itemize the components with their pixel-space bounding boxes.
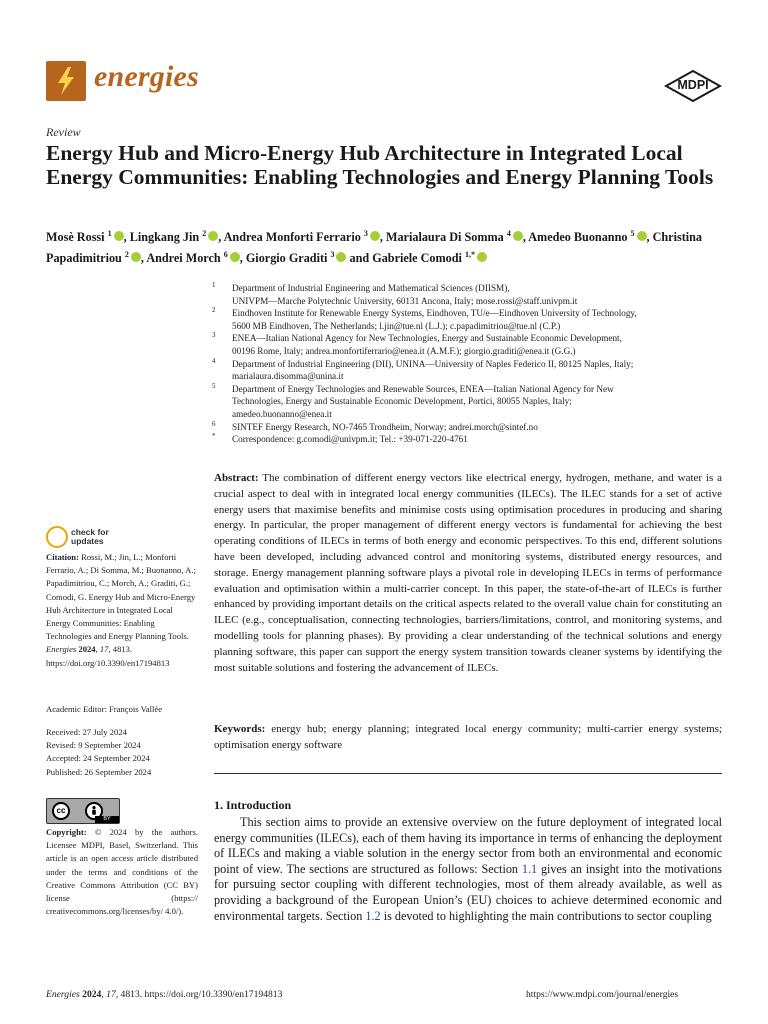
date-published: Published: 26 September 2024 bbox=[46, 766, 152, 777]
citation: Citation: Rossi, M.; Jin, L.; Monforti Ferrario, A.; Di Somma, M.; Buonanno, A.; Papadimitriou, C.; Morch, A.; Graditi, G.; Comodi, G. Energy Hub and Micro-Energy Hub Architecture in Integrated Local Energy Communities: Enabling Technologies and Energy Planning Tools. Energies 2024, 17, 4813. https://doi.org/10.3390/en17194813 bbox=[46, 552, 196, 668]
affiliation-number: 3 bbox=[212, 331, 216, 340]
author-name: Amedeo Buonanno $^5$ bbox=[528, 230, 646, 244]
orcid-icon[interactable] bbox=[230, 252, 240, 262]
affiliation-number: 5 bbox=[212, 381, 216, 390]
intro-paragraph bbox=[214, 815, 722, 924]
footer-journal: Energies bbox=[46, 989, 80, 1000]
orcid-icon[interactable] bbox=[637, 231, 647, 241]
author-affiliation-mark: 2 bbox=[124, 250, 129, 260]
affiliation-number: 2 bbox=[212, 306, 216, 315]
affiliation-number: * bbox=[212, 432, 216, 441]
intro-text-1: This section aims to provide an extensive overview on the future deployment of integrated local energy communities (ILECs), each of them having its importance in terms of enhancing the deployment of ILECs and making a viable solution in the energy sector from both an environmental and economic point of view. The sections are structured as follows: Section bbox=[214, 815, 722, 876]
author-affiliation-mark: 2 bbox=[202, 229, 207, 238]
section-ref-link[interactable]: 1.2 bbox=[365, 908, 381, 923]
abstract bbox=[214, 471, 722, 676]
paper-title: Energy Hub and Micro-Energy Hub Architecture in Integrated Local Energy Communities: Enabling Technologies and Energy Planning Tools bbox=[46, 141, 714, 189]
author-list: Mosè Rossi $^1$ , Lingkang Jin $^2$ , Andrea Monforti Ferrario $^3$ , Marialaura Di Somma $^4$ , Amedeo Buonanno $^5$ , Christina Papadimitriou $^2$ , Andrei Morch $^6$ , Giorgio Graditi $^3$ and Gabriele Comodi $^{1,*}$ bbox=[46, 229, 703, 266]
affiliation-line: Department of Energy Technologies and Renewable Sources, ENEA—Italian National Agency for New bbox=[232, 383, 614, 394]
footer-year: 2024 bbox=[82, 989, 102, 1000]
affiliation-line: Correspondence: g.comodi@univpm.it; Tel.: +39-071-220-4761 bbox=[232, 434, 468, 445]
citation-text: Rossi, M.; Jin, L.; Monforti Ferrario, A.; Di Somma, M.; Buonanno, A.; Papadimitriou, C.; Morch, A.; Graditi, G.; Comodi, G. Energy Hub and Micro-Energy Hub Architecture in Integrated Local Energy Communities: Enabling Technologies and Energy Planning Tools. bbox=[46, 552, 196, 642]
orcid-icon[interactable] bbox=[513, 231, 523, 241]
citation-journal: Energies bbox=[46, 644, 77, 655]
affiliation-item bbox=[212, 383, 732, 421]
orcid-icon[interactable] bbox=[336, 252, 346, 262]
affiliation-line: Department of Industrial Engineering (DII), UNINA—University of Naples Federico II, 80125 Naples, Italy; bbox=[232, 358, 634, 369]
footer-volume: 17 bbox=[106, 989, 116, 1000]
check-updates-line2: updates bbox=[71, 536, 104, 546]
orcid-icon[interactable] bbox=[114, 231, 124, 241]
author-name: Lingkang Jin $^2$ bbox=[130, 230, 218, 244]
affiliation-item bbox=[212, 421, 732, 434]
date-accepted: Accepted: 24 September 2024 bbox=[46, 753, 150, 764]
check-updates-line1: check for bbox=[71, 527, 109, 537]
affiliation-line: marialaura.disomma@unina.it bbox=[232, 371, 344, 382]
citation-doi[interactable]: , 4813. https://doi.org/10.3390/en17194813 bbox=[46, 644, 170, 668]
date-received: Received: 27 July 2024 bbox=[46, 727, 127, 737]
author-name: Andrei Morch $^6$ bbox=[146, 251, 239, 265]
affiliation-line: Department of Industrial Engineering and Mathematical Sciences (DIISM), bbox=[232, 283, 510, 293]
affiliation-number: 1 bbox=[212, 281, 216, 289]
section-heading: 1. Introduction bbox=[214, 798, 292, 812]
intro-text-3: is devoted to highlighting the main contributions to sector coupling bbox=[380, 908, 712, 923]
affiliation-number: 4 bbox=[212, 356, 216, 365]
affiliation-line: amedeo.buonanno@enea.it bbox=[232, 408, 332, 419]
author-name: Christina Papadimitriou $^2$ bbox=[46, 230, 703, 266]
orcid-icon[interactable] bbox=[131, 252, 141, 262]
affiliation-line: UNIVPM—Marche Polytechnic University, 60131 Ancona, Italy; mose.rossi@staff.univpm.it bbox=[232, 295, 578, 306]
section-ref-link[interactable]: 1.1 bbox=[521, 861, 538, 876]
affiliation-item bbox=[212, 358, 732, 383]
article-dates bbox=[46, 726, 198, 779]
keywords-text: energy hub; energy planning; integrated local energy community; multi-carrier energy systems; optimisation energy software bbox=[214, 723, 723, 751]
affiliation-item bbox=[212, 307, 732, 332]
orcid-icon[interactable] bbox=[208, 231, 218, 241]
orcid-icon[interactable] bbox=[370, 231, 380, 241]
journal-name: energies bbox=[94, 60, 199, 93]
publisher-logo bbox=[664, 70, 722, 102]
keywords bbox=[214, 722, 722, 754]
footer-doi[interactable]: , 4813. https://doi.org/10.3390/en17194813 bbox=[115, 989, 283, 1000]
affiliation-line: Eindhoven Institute for Renewable Energy Systems, Eindhoven, TU/e—Eindhoven University of Technology, bbox=[232, 308, 637, 319]
abstract-text: The combination of different energy vectors like electrical energy, hydrogen, methane, and water is a crucial aspect to deal with in integrated local energy communities (ILECs). The ILEC stands for a set of active energy users that maximise benefits and minimise costs using optimisation procedures in producing and sharing energy. In particular, the proper management of different energy vectors is fundamental for achieving the best operating conditions of ILECs in terms of both energy and economic perspectives. To this end, different solutions have been developed, including advanced control and monitoring systems, distributed energy resources, and storage. Energy management planning software plays a pivotal role in developing ILECs in terms of performance evaluation and optimisation within a multi-carrier concept. In this paper, the state-of-the-art of ILECs is further enhanced by providing important details on the critical aspects related to the overall value chain for constituting an ILEC (e.g., conceptualisation, connecting technologies, barriers/limitations, control, and monitoring systems, and modelling tools for planning phases). By providing a clear understanding of the technical solutions and energy planning software, this paper can support the energy system transition towards cleaner systems by identifying the most suitable solutions and fostering the advancement of ILECs. bbox=[214, 472, 722, 674]
affiliation-line: ENEA—Italian National Agency for New Technologies, Energy and Sustainable Economic Development, bbox=[232, 333, 622, 344]
copyright-text: © 2024 by the authors. Licensee MDPI, Basel, Switzerland. This article is an open access article distributed under the terms and conditions of the Creative Commons Attribution (CC BY) license (https:// creativecommons.org/licenses/by/ 4.0/). bbox=[46, 827, 198, 917]
author-name: Mosè Rossi $^1$ bbox=[46, 230, 124, 244]
copyright-label: Copyright: bbox=[46, 827, 87, 837]
keywords-label: Keywords: bbox=[214, 723, 266, 735]
cc-by-label: BY bbox=[95, 816, 119, 823]
citation-label: Citation: bbox=[46, 552, 79, 562]
affiliation-item bbox=[212, 433, 732, 446]
citation-year: 2024 bbox=[78, 644, 96, 655]
affiliation-line: Technologies, Energy and Sustainable Economic Development, Portici, 80055 Naples, Italy; bbox=[232, 396, 572, 407]
check-updates-button[interactable] bbox=[46, 526, 136, 550]
intro-text-2: gives an insight into the motivations for pursuing sector coupling with different technologies, most of them already available, as well as providing a background of the European Union’s (EU) choices to achieve determined economic and environmental targets. Section bbox=[214, 861, 722, 923]
abstract-label: Abstract: bbox=[214, 472, 259, 484]
cc-icon: cc bbox=[52, 802, 70, 820]
author-affiliation-mark: 3 bbox=[363, 229, 368, 238]
affiliation-number: 6 bbox=[212, 419, 216, 428]
author-name: Gabriele Comodi $^{1,*}$ bbox=[372, 251, 487, 265]
journal-logo bbox=[46, 61, 86, 101]
cc-by-license-badge[interactable] bbox=[46, 798, 120, 824]
orcid-icon[interactable] bbox=[477, 252, 487, 262]
author-affiliation-mark: 6 bbox=[223, 250, 228, 260]
lightning-icon bbox=[46, 61, 86, 101]
author-affiliation-mark: 1,* bbox=[464, 250, 475, 260]
section-divider bbox=[214, 773, 722, 774]
check-icon bbox=[46, 526, 68, 548]
copyright bbox=[46, 826, 198, 918]
author-name: Andrea Monforti Ferrario $^3$ bbox=[224, 230, 380, 244]
author-affiliation-mark: 1 bbox=[107, 229, 112, 238]
affiliation-line: SINTEF Energy Research, NO-7465 Trondheim, Norway; andrei.morch@sintef.no bbox=[232, 421, 538, 432]
affiliation-item bbox=[212, 332, 732, 357]
author-affiliation-mark: 3 bbox=[330, 250, 335, 260]
affiliation-item bbox=[212, 282, 732, 307]
author-name: Marialaura Di Somma $^4$ bbox=[386, 230, 523, 244]
author-name: Giorgio Graditi $^3$ bbox=[246, 251, 347, 265]
affiliations bbox=[212, 282, 732, 446]
affiliation-line: 5600 MB Eindhoven, The Netherlands; l.jin@tue.nl (L.J.); c.papadimitriou@tue.nl (C.P.) bbox=[232, 320, 561, 331]
author-affiliation-mark: 4 bbox=[506, 229, 511, 238]
article-type: Review bbox=[46, 125, 81, 139]
citation-volume: 17 bbox=[99, 644, 109, 655]
academic-editor: Academic Editor: François Vallée bbox=[46, 704, 163, 714]
footer-journal-url[interactable]: https://www.mdpi.com/journal/energies bbox=[526, 989, 679, 1000]
affiliation-line: 00196 Rome, Italy; andrea.monfortiferrario@enea.it (A.M.F.); giorgio.graditi@enea.it (G.G.) bbox=[232, 345, 576, 356]
author-affiliation-mark: 5 bbox=[630, 229, 635, 238]
date-revised: Revised: 9 September 2024 bbox=[46, 740, 141, 751]
author-conjunction: and bbox=[346, 251, 373, 266]
publisher-name: MDPI bbox=[677, 78, 709, 92]
footer-citation: Energies 2024, 17, 4813. https://doi.org/10.3390/en17194813 bbox=[46, 989, 283, 1000]
